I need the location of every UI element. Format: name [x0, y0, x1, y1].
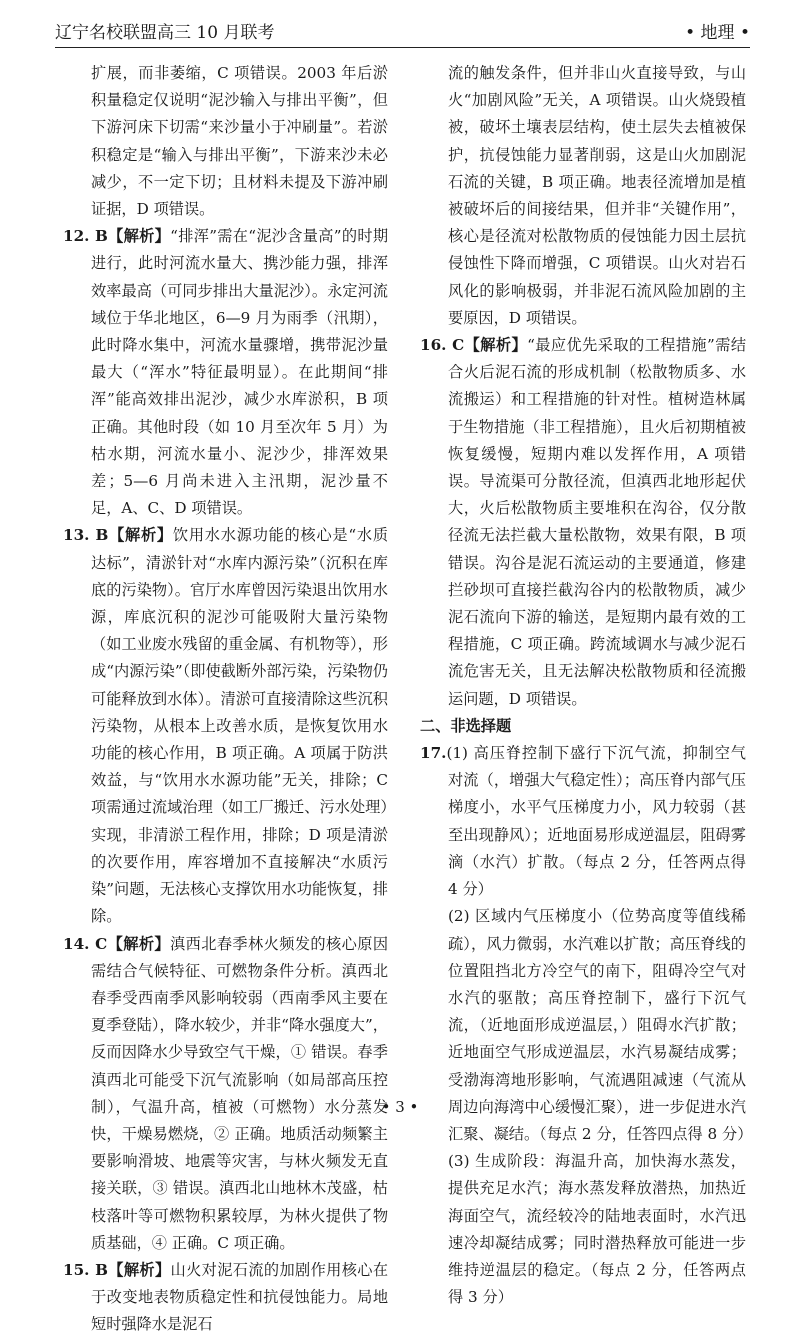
subject-label: • 地理 • [685, 23, 750, 43]
q11-continuation: 扩展，而非萎缩，C 项错误。2003 年后淤积量稳定仅说明“泥沙输入与排出平衡”，但下游河床下切需“来沙量小于冲刷量”。若淤积稳定是“输入与排出平衡”，下游来沙未必减少，不一定下切；且材料未提及下游冲刷证据，D 项错误。 [91, 64, 388, 219]
answer-15-text: 山火对泥石流的加剧作用核心在于改变地表物质稳定性和抗侵蚀能力。局地短时强降水是泥石 [91, 1260, 389, 1334]
answer-12-text: “排浑”需在“泥沙含量高”的时期进行，此时河流水量大、携沙能力强，排浑效率最高（可同步排出大量泥沙）。永定河流域位于华北地区，6—9 月为雨季（汛期），此时降水集中，河流水量骤增，携带泥沙量最大（“浑水”特征最明显）。在此期间“排浑”能高效排出泥沙，减少水库淤积，B 项正确。其他时段（如 10 月至次年 5 月）为枯水期，河流水量小、泥沙少，排浑效果差；5—6 月尚未进入主汛期，泥沙量不足，A、C、D 项错误。 [91, 227, 389, 518]
answer-12 [63, 223, 388, 522]
answer-14-number: 14. C [63, 934, 108, 953]
answer-14 [63, 931, 388, 1257]
page-number: • 3 • [381, 1098, 419, 1116]
answer-15 [63, 1257, 388, 1339]
answer-17-part3: (3) 生成阶段：海温升高，加快海水蒸发，提供充足水汽；海水蒸发释放潜热，加热近海面空气，流经较冷的陆地表面时，水汽迅速冷却凝结成雾；同时潜热释放可能进一步维持逆温层的稳定。（每点 2 分，任答两点得 3 分） [448, 1152, 746, 1307]
section-heading: 二、非选择题 [420, 716, 512, 735]
answer-16-text: “最应优先采取的工程措施”需结合火后泥石流的形成机制（松散物质多、水流搬运）和工程措施的针对性。植树造林属于生物措施（非工程措施），且火后初期植被恢复缓慢，短期内难以发挥作用，A 项错误。导流渠可分散径流，但滇西北地形起伏大，火后松散物质主要堆积在沟谷，仅分散径流无法拦截大量松散物，效果有限，B 项错误。沟谷是泥石流运动的主要通道，修建拦砂坝可直接拦截沟谷内的松散物质，减少泥石流向下游的输送，是短期内最有效的工程措施，C 项正确。跨流域调水与减少泥石流危害无关，且无法解决松散物质和径流搬运问题，D 项错误。 [448, 336, 747, 708]
answer-12-tag: 【解析】 [107, 227, 171, 246]
answer-17-part1-text: (1) 高压脊控制下盛行下沉气流，抑制空气对流（，增强大气稳定性）；高压脊内部气压梯度小，水平气压梯度力小，风力较弱（甚至出现静风）；近地面易形成逆温层，阻碍雾滴（水汽）扩散。（每点 2 分，任答两点得 4 分） [446, 744, 746, 899]
answer-13-tag: 【解析】 [108, 526, 173, 545]
exam-title: 辽宁名校联盟高三 10 月联考 [55, 23, 275, 43]
answer-16-number: 16. C [420, 336, 465, 355]
answer-12-number: 12. B [63, 227, 108, 246]
answer-17-number: 17. [420, 744, 447, 763]
answer-16 [420, 332, 746, 713]
answer-13-text: 饮用水水源功能的核心是“水质达标”，清淤针对“水库内源污染”（沉积在库底的污染物）。官厅水库曾因污染退出饮用水源，库底沉积的泥沙可能吸附大量污染物（如工业废水残留的重金属、有机物等），形成“内源污染”（即使截断外部污染，污染物仍可能释放到水体）。清淤可直接清除这些沉积污染物，从根本上改善水质，是恢复饮用水功能的核心作用，B 项正确。A 项属于防洪效益，与“饮用水水源功能”无关，排除；C 项需通过流域治理（如工厂搬迁、污水处理）实现，非清淤工程作用，排除；D 项是清淤的次要作用，库容增加不直接解决“水质污染”问题，无法核心支撑饮用水功能恢复，排除。 [91, 526, 389, 926]
answer-15-number: 15. B [63, 1260, 108, 1279]
right-column [420, 60, 753, 1311]
q15-continuation: 流的触发条件，但并非山火直接导致，与山火“加剧风险”无关，A 项错误。山火烧毁植被，破坏土壤表层结构，使土层失去植被保护，抗侵蚀能力显著削弱，这是山火加剧泥石流的关键，B 项正确。地表径流增加是植被破坏后的间接结果，但并非“关键作用”，核心是径流对松散物质的侵蚀能力因土层抗侵蚀性下降而增强，C 项错误。山火对岩石风化的影响极弱，并非泥石流风险加剧的主要原因，D 项错误。 [448, 64, 746, 327]
answer-17-part2: (2) 区域内气压梯度小（位势高度等值线稀疏），风力微弱，水汽难以扩散；高压脊线的位置阻挡北方冷空气的南下，阻碍冷空气对水汽的驱散；高压脊控制下，盛行下沉气流，（近地面形成逆温层，）阻碍水汽扩散；近地面空气形成逆温层，水汽易凝结成雾；受渤海湾地形影响，气流遇阻减速（气流从周边向海湾中心缓慢汇聚），进一步促进水汽汇聚、凝结。（每点 2 分，任答四点得 8 分） [448, 907, 753, 1143]
answer-13-number: 13. B [63, 526, 109, 545]
answer-16-tag: 【解析】 [464, 336, 528, 355]
page-header [55, 18, 750, 48]
answer-13 [63, 522, 388, 930]
answer-15-tag: 【解析】 [107, 1260, 171, 1279]
answer-14-text: 滇西北春季林火频发的核心原因需结合气候特征、可燃物条件分析。滇西北春季受西南季风影响较弱（西南季风主要在夏季登陆），降水较少，并非“降水强度大”，反而因降水少导致空气干燥，① 错误。春季滇西北可能受下沉气流影响（如局部高压控制），气温升高，植被（可燃物）水分蒸发快，干燥易燃烧，② 正确。地质活动频繁主要影响滑坡、地震等灾害，与林火频发无直接关联，③ 错误。滇西北山地林木茂盛，枯枝落叶等可燃物积累较厚，为林火提供了物质基础，④ 正确。C 项正确。 [91, 934, 389, 1252]
left-column [63, 60, 388, 1339]
answer-14-tag: 【解析】 [107, 934, 171, 953]
answer-17-part1 [420, 740, 746, 903]
